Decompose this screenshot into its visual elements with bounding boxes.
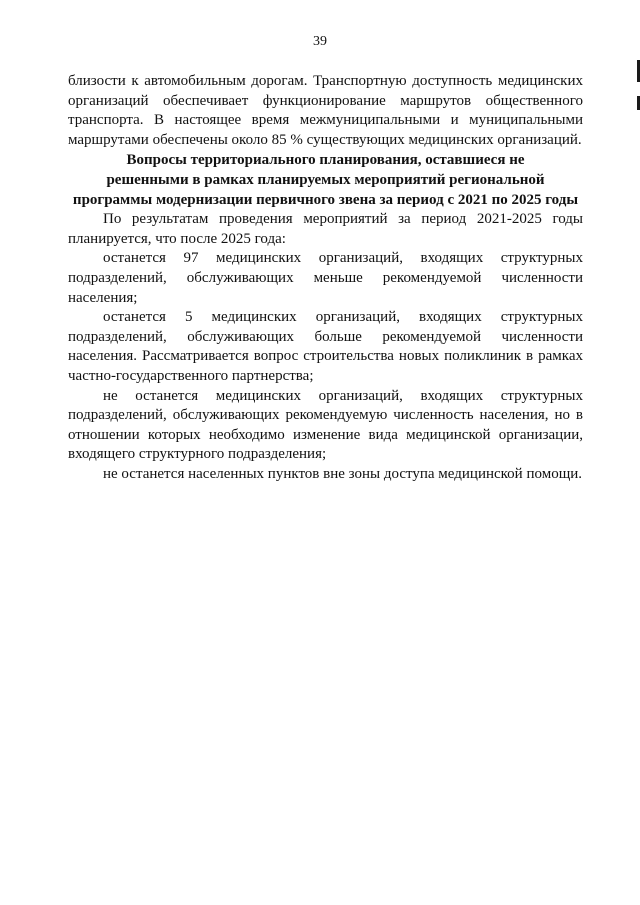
section-heading-line: решенными в рамках планируемых мероприятий региональной <box>106 171 545 188</box>
document-body <box>68 72 583 484</box>
page-number: 39 <box>313 34 327 49</box>
list-item-type-change: не останется медицинских организаций, входящих структурных подразделений, обслуживающих рекомендуемую численность населения, но в отношении которых необходимо изменение вида медицинской организации, входящего структурного подразделения; <box>68 387 583 463</box>
section-heading <box>68 151 583 210</box>
list-item-above-norm: останется 5 медицинских организаций, входящих структурных подразделений, обслуживающих больше рекомендуемой численности населения. Рассматривается вопрос строительства новых поликлиник в рамках частно-государственного партнерства; <box>68 309 583 384</box>
section-heading-line: Вопросы территориального планирования, оставшиеся не <box>126 152 525 169</box>
intro-paragraph: близости к автомобильным дорогам. Транспортную доступность медицинских организаций обеспечивает функционирование маршрутов общественного транспорта. В настоящее время межмуниципальными и муниципальными маршрутами обеспечены около 85 % существующих медицинских организаций. <box>68 73 583 148</box>
list-item-access-zone: не останется населенных пунктов вне зоны доступа медицинской помощи. <box>103 465 583 482</box>
results-paragraph: По результатам проведения мероприятий за период 2021-2025 годы планируется, что после 2025 года: <box>68 211 583 247</box>
section-heading-line: программы модернизации первичного звена за период с 2021 по 2025 годы <box>72 191 579 208</box>
list-item-below-norm: останется 97 медицинских организаций, входящих структурных подразделений, обслуживающих меньше рекомендуемой численности населения; <box>68 250 583 306</box>
